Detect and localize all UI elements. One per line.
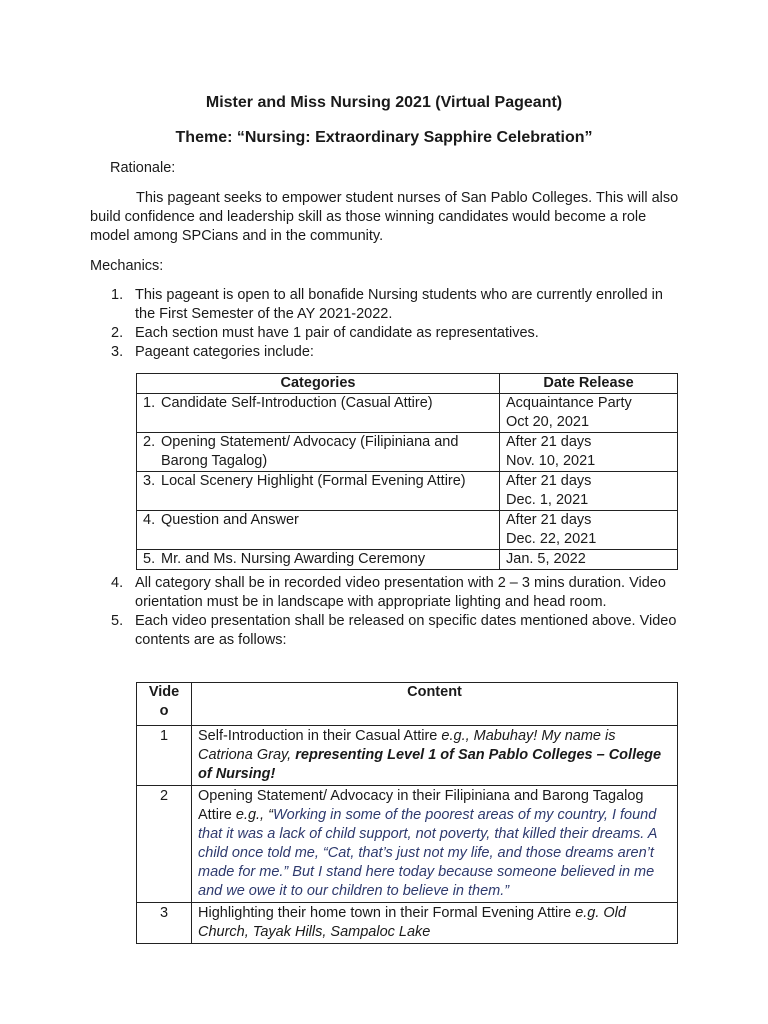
- table-row: [137, 786, 678, 903]
- table-row: [137, 433, 678, 472]
- table-cell-date: [500, 550, 678, 570]
- table-cell-date: [500, 511, 678, 550]
- table-cell-category: [137, 472, 500, 511]
- list-item: [90, 286, 680, 324]
- list-item: [90, 324, 680, 343]
- table-cell-date: [500, 472, 678, 511]
- list-number: 4.: [111, 575, 124, 591]
- content-text: Highlighting their home town in their Formal Evening Attire: [198, 905, 576, 921]
- table-header-video: [137, 683, 192, 726]
- table-cell-category: [137, 433, 500, 472]
- table-header-row: [137, 683, 678, 726]
- list-text: This pageant is open to all bonafide Nursing students who are currently enrolled in the First Semester of the AY 2021-2022.: [135, 287, 663, 322]
- list-item: [90, 574, 680, 612]
- list-text: Each video presentation shall be released on specific dates mentioned above. Video contents are as follows:: [135, 613, 677, 648]
- list-number: 2.: [111, 325, 124, 341]
- document-title: Mister and Miss Nursing 2021 (Virtual Pageant): [205, 94, 563, 111]
- table-cell-category: [137, 550, 500, 570]
- category-text: Opening Statement/ Advocacy (Filipiniana and Barong Tagalog): [161, 434, 459, 469]
- table-cell-date: [500, 433, 678, 472]
- date-line: Dec. 1, 2021: [506, 492, 589, 508]
- category-text: Local Scenery Highlight (Formal Evening Attire): [161, 473, 466, 489]
- table-row: [137, 903, 678, 944]
- row-number: 5.: [143, 551, 156, 567]
- video-number: 3: [137, 903, 192, 944]
- example-quote: Working in some of the poorest areas of my country, I found that it was a lack of child support, not poverty, that killed their dreams. A child once told me, “Cat, that’s just not my life, and those dreams aren’t made for me.” But I stand here today because someone believed in me and we owe it to our children to believe in them.”: [198, 807, 657, 899]
- rationale-label: Rationale:: [110, 160, 176, 176]
- mechanics-list: [90, 286, 680, 362]
- rationale-body: This pageant seeks to empower student nurses of San Pablo Colleges. This will also build confidence and leadership skill as those winning candidates would become a role model among SPCians and in the community.: [90, 190, 679, 244]
- category-text: Question and Answer: [161, 512, 299, 528]
- date-line: Nov. 10, 2021: [506, 453, 596, 469]
- table-cell-date: [500, 394, 678, 433]
- mechanics-list-continued: [90, 574, 680, 650]
- list-number: 3.: [111, 344, 124, 360]
- date-line: Oct 20, 2021: [506, 414, 590, 430]
- document-theme: Theme: “Nursing: Extraordinary Sapphire Celebration”: [175, 129, 593, 146]
- mechanics-label: Mechanics:: [90, 258, 164, 274]
- content-text: Opening Statement/ Advocacy in their Filipiniana and Barong Tagalog Attire: [198, 788, 644, 823]
- table-header: Categories: [137, 374, 500, 394]
- header-line: Vide: [148, 684, 180, 700]
- date-line: After 21 days: [506, 512, 592, 528]
- date-line: After 21 days: [506, 473, 592, 489]
- video-content-table: [136, 682, 678, 944]
- table-header-content: Content: [192, 683, 678, 726]
- category-text: Mr. and Ms. Nursing Awarding Ceremony: [161, 551, 426, 567]
- example-text: e.g., Mabuhay! My name is Catriona Gray,: [198, 728, 616, 763]
- header-line: o: [159, 703, 169, 719]
- content-cell: [192, 726, 678, 786]
- list-text: All category shall be in recorded video presentation with 2 – 3 mins duration. Video orientation must be in landscape with appropriate lighting and head room.: [135, 575, 666, 610]
- example-emphasis: representing Level 1 of San Pablo Colleges – College of Nursing!: [198, 747, 662, 782]
- list-number: 5.: [111, 613, 124, 629]
- table-row: [137, 550, 678, 570]
- table-cell-category: [137, 394, 500, 433]
- video-number: 1: [137, 726, 192, 786]
- category-text: Candidate Self-Introduction (Casual Attire): [161, 395, 433, 411]
- example-text: e.g. Old Church, Tayak Hills, Sampaloc Lake: [198, 905, 626, 940]
- date-line: Jan. 5, 2022: [506, 551, 586, 567]
- date-line: Dec. 22, 2021: [506, 531, 597, 547]
- content-cell: [192, 786, 678, 903]
- list-number: 1.: [111, 287, 124, 303]
- categories-table: [136, 373, 678, 570]
- row-number: 3.: [143, 473, 156, 489]
- table-row: [137, 472, 678, 511]
- list-text: Each section must have 1 pair of candidate as representatives.: [135, 325, 539, 341]
- table-cell-category: [137, 511, 500, 550]
- list-item: [90, 343, 680, 362]
- list-text: Pageant categories include:: [135, 344, 314, 360]
- row-number: 2.: [143, 434, 156, 450]
- row-number: 4.: [143, 512, 156, 528]
- date-line: After 21 days: [506, 434, 592, 450]
- video-number: 2: [137, 786, 192, 903]
- content-text: Self-Introduction in their Casual Attire: [198, 728, 442, 744]
- table-row: [137, 394, 678, 433]
- table-header: Date Release: [500, 374, 678, 394]
- table-row: [137, 511, 678, 550]
- table-row: [137, 726, 678, 786]
- date-line: Acquaintance Party: [506, 395, 632, 411]
- example-text: e.g., “: [235, 807, 273, 823]
- content-cell: [192, 903, 678, 944]
- list-item: [90, 612, 680, 650]
- row-number: 1.: [143, 395, 156, 411]
- table-header-row: [137, 374, 678, 394]
